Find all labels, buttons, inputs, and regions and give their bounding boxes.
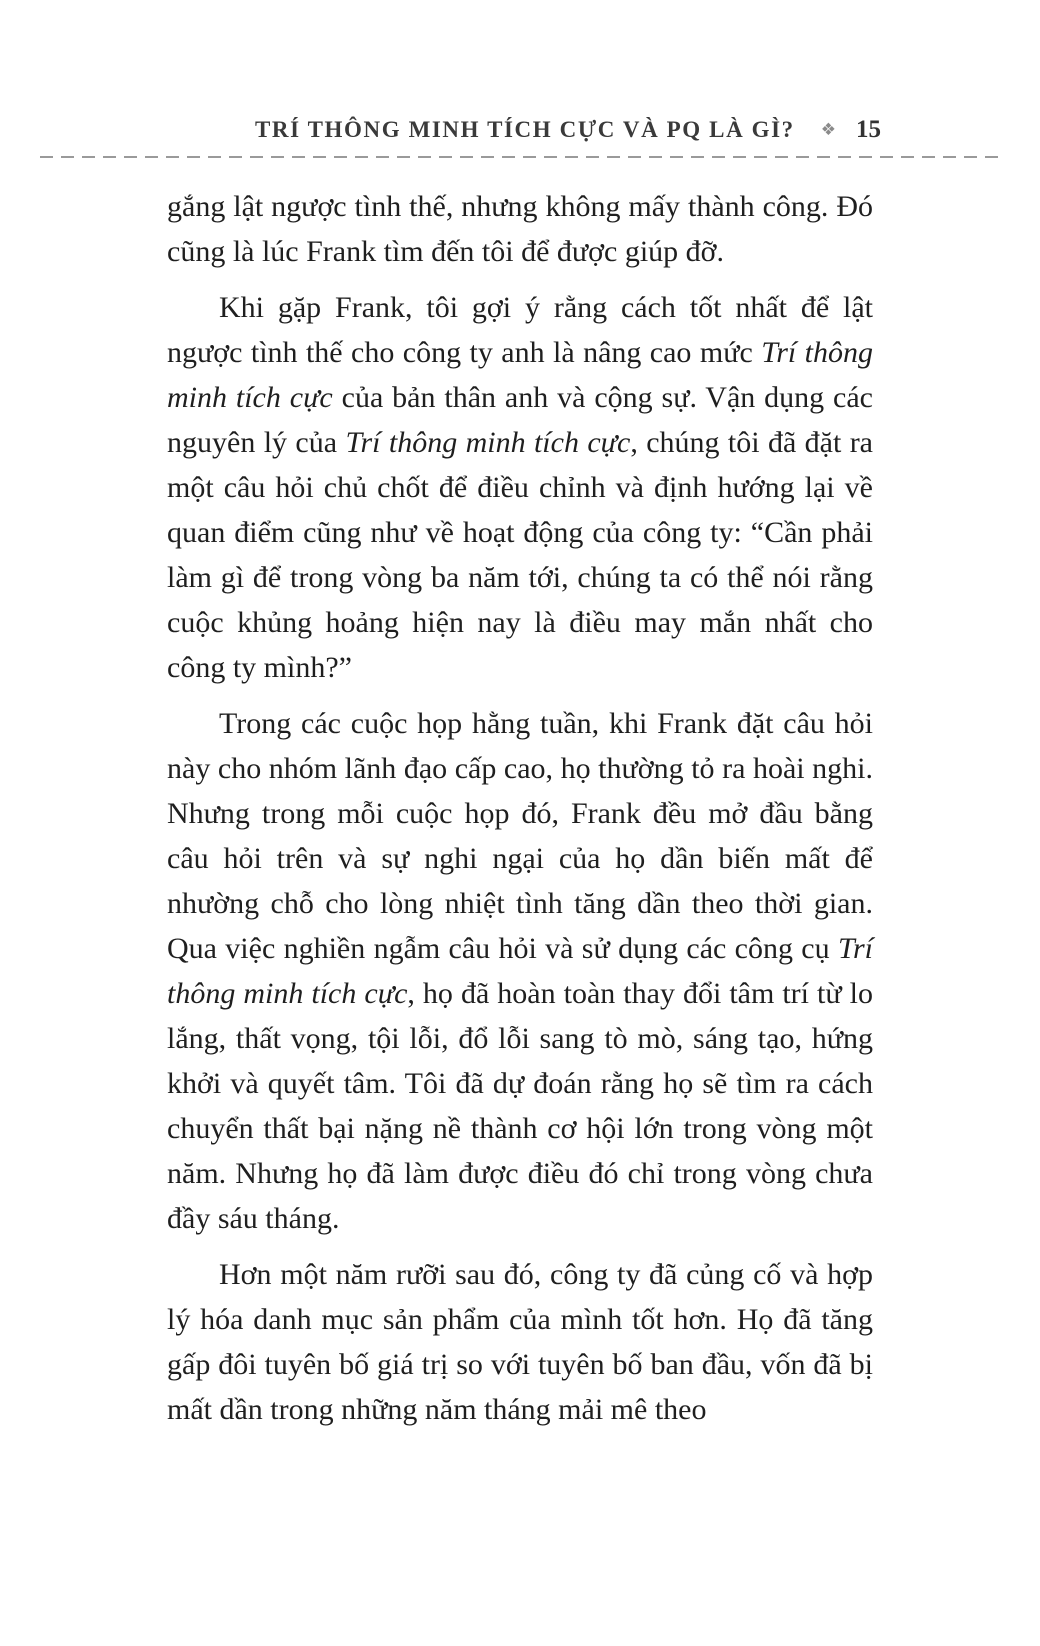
text-run: của bản thân anh và cộng sự. Vận dụng các nguyên lý của xyxy=(167,381,873,459)
italic-text-run: Trí thông minh tích cực xyxy=(345,426,631,459)
text-run: Khi gặp Frank, tôi gợi ý rằng cách tốt nhất để lật ngược tình thế cho công ty anh là nâng cao mức xyxy=(167,291,873,369)
text-run: gắng lật ngược tình thế, nhưng không mấy thành công. Đó cũng là lúc Frank tìm đến tôi để được giúp đỡ. xyxy=(167,190,873,268)
dashed-divider xyxy=(40,156,1000,158)
paragraph xyxy=(167,184,873,274)
paragraph xyxy=(167,1252,873,1432)
text-run: Hơn một năm rưỡi sau đó, công ty đã củng cố và hợp lý hóa danh mục sản phẩm của mình tốt hơn. Họ đã tăng gấp đôi tuyên bố giá trị so với tuyên bố ban đầu, vốn đã bị mất dần trong những năm tháng mải mê theo xyxy=(167,1258,873,1426)
running-head xyxy=(48,116,1040,144)
paragraph xyxy=(167,285,873,690)
italic-text-run: Trí thông minh tích cực xyxy=(167,932,873,1010)
ornament-icon: ❖ xyxy=(820,120,837,140)
body-text xyxy=(0,184,1040,1432)
italic-text-run: Trí thông minh tích cực xyxy=(167,336,873,414)
running-title: TRÍ THÔNG MINH TÍCH CỰC VÀ PQ LÀ GÌ? xyxy=(254,117,795,142)
text-run: , họ đã hoàn toàn thay đổi tâm trí từ lo lắng, thất vọng, tội lỗi, đổ lỗi sang tò mò, sáng tạo, hứng khởi và quyết tâm. Tôi đã dự đoán rằng họ sẽ tìm ra cách chuyển thất bại nặng nề thành cơ hội lớn trong vòng một năm. Nhưng họ đã làm được điều đó chỉ trong vòng chưa đầy sáu tháng. xyxy=(167,977,873,1235)
page-number: 15 xyxy=(856,116,882,143)
text-run: , chúng tôi đã đặt ra một câu hỏi chủ chốt để điều chỉnh và định hướng lại về quan điểm cũng như về hoạt động của công ty: “Cần phải làm gì để trong vòng ba năm tới, chúng ta có thể nói rằng cuộc khủng hoảng hiện nay là điều may mắn nhất cho công ty mình?” xyxy=(167,426,873,684)
text-run: Trong các cuộc họp hằng tuần, khi Frank đặt câu hỏi này cho nhóm lãnh đạo cấp cao, họ thường tỏ ra hoài nghi. Nhưng trong mỗi cuộc họp đó, Frank đều mở đầu bằng câu hỏi trên và sự nghi ngại của họ dần biến mất để nhường chỗ cho lòng nhiệt tình tăng dần theo thời gian. Qua việc nghiền ngẫm câu hỏi và sử dụng các công cụ xyxy=(167,707,873,965)
paragraph xyxy=(167,701,873,1241)
page-header xyxy=(0,0,1040,158)
